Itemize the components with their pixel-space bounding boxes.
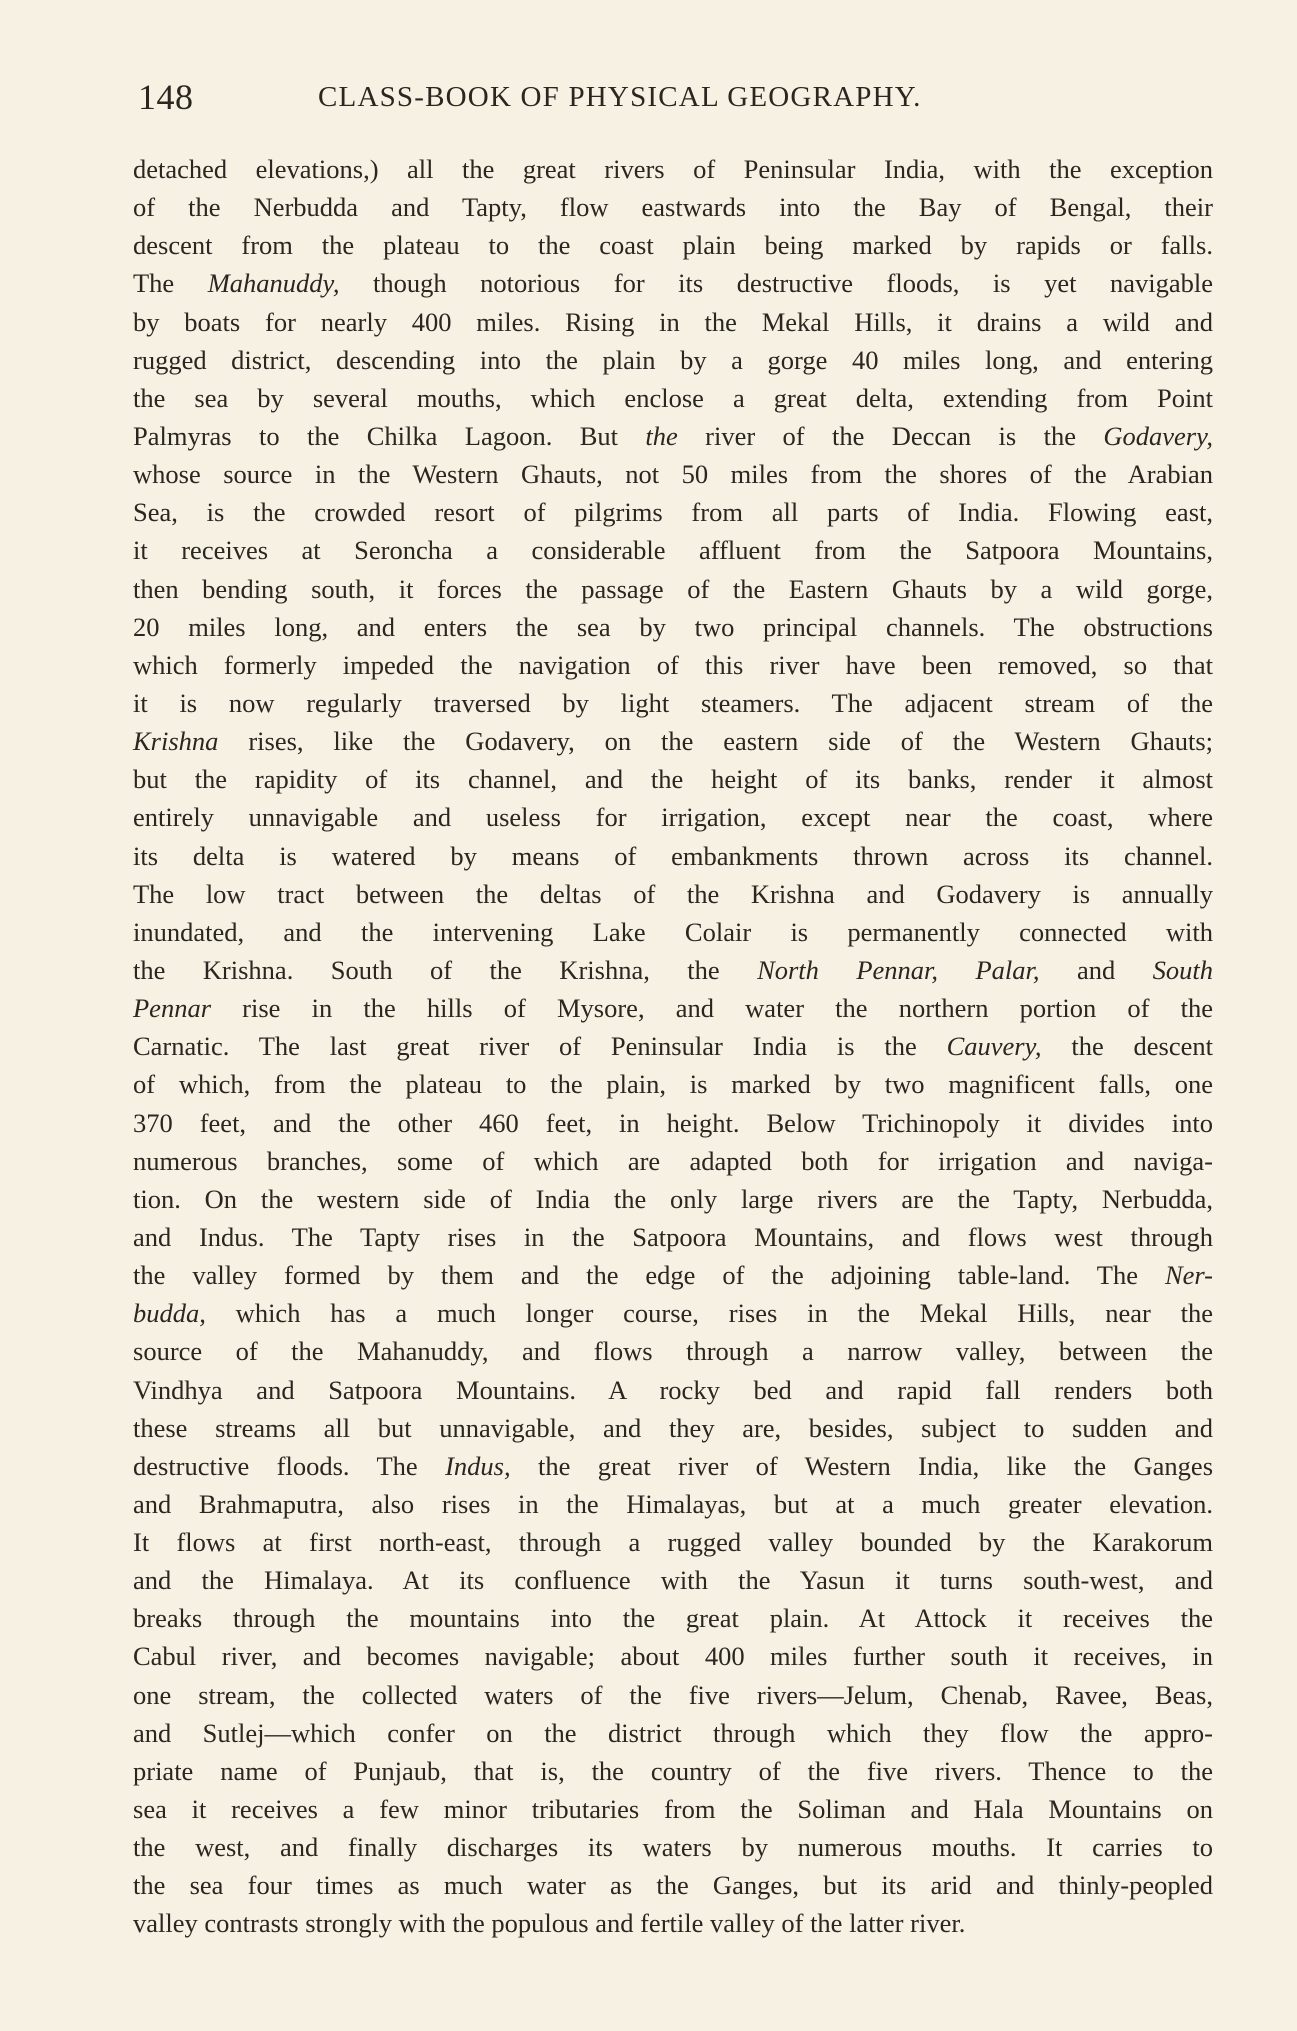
text-line [133, 1180, 1213, 1218]
italic-text: Ner- [1164, 1260, 1213, 1291]
text-line [133, 1599, 1213, 1637]
italic-text: Cauvery, [946, 1031, 1042, 1062]
text-run: of which, from the plateau to the plain, is marked by two magnificent falls, one [133, 1069, 1213, 1100]
text-run: the Krishna. South of the Krishna, the [133, 954, 758, 985]
text-run: whose source in the Western Ghauts, not 50 miles from the shores of the Arabian [133, 459, 1213, 490]
italic-text: South [1152, 954, 1213, 985]
text-run: entirely unnavigable and useless for irrigation, except near the coast, where [133, 802, 1213, 833]
text-run: of the Nerbudda and Tapty, flow eastwards into the Bay of Bengal, their [133, 192, 1213, 223]
text-line [133, 455, 1213, 493]
italic-text: the [645, 420, 678, 451]
text-line [133, 1332, 1213, 1370]
text-run: valley contrasts strongly with the populous and fertile valley of the latter river. [133, 1908, 966, 1939]
text-line [133, 1409, 1213, 1447]
text-line [133, 1065, 1213, 1103]
text-line [133, 1371, 1213, 1409]
text-run: Sea, is the crowded resort of pilgrims from all parts of India. Flowing east, [133, 497, 1213, 528]
text-run: the valley formed by them and the edge of the adjoining table-land. The [133, 1260, 1165, 1291]
text-line [133, 417, 1213, 455]
text-run: Carnatic. The last great river of Peninsular India is the [133, 1031, 947, 1062]
text-line [133, 722, 1213, 760]
text-run: and Sutlej—which confer on the district through which they flow the appro- [133, 1717, 1213, 1748]
text-line [133, 226, 1213, 264]
text-line [133, 1714, 1213, 1752]
text-run: rise in the hills of Mysore, and water the northern portion of the [211, 993, 1213, 1024]
page-number: 148 [138, 77, 194, 117]
text-run: which formerly impeded the navigation of this river have been removed, so that [133, 649, 1213, 680]
body-paragraph [133, 150, 1213, 1943]
text-line [133, 1256, 1213, 1294]
text-line [133, 1218, 1213, 1256]
text-run: Cabul river, and becomes navigable; about 400 miles further south it receives, in [133, 1641, 1213, 1672]
text-run: and Indus. The Tapty rises in the Satpoora Mountains, and flows west through [133, 1221, 1213, 1252]
text-line [133, 1790, 1213, 1828]
text-line [133, 1637, 1213, 1675]
text-run: the sea by several mouths, which enclose a great delta, extending from Point [133, 382, 1213, 413]
text-line [133, 760, 1213, 798]
text-run: and [1039, 954, 1153, 985]
text-run: the sea four times as much water as the Ganges, but its arid and thinly-peopled [133, 1870, 1213, 1901]
text-line [133, 188, 1213, 226]
text-run: descent from the plateau to the coast plain being marked by rapids or falls. [133, 230, 1213, 261]
text-line [133, 951, 1213, 989]
italic-text: Mahanuddy, [207, 268, 340, 299]
text-line [133, 989, 1213, 1027]
text-run: these streams all but unnavigable, and they are, besides, subject to sudden and [133, 1412, 1213, 1443]
text-line [133, 913, 1213, 951]
text-run: one stream, the collected waters of the five rivers—Jelum, Chenab, Ravee, Beas, [133, 1679, 1213, 1710]
text-line [133, 1752, 1213, 1790]
text-run: destructive floods. The [133, 1450, 446, 1481]
text-run: by boats for nearly 400 miles. Rising in the Mekal Hills, it drains a wild and [133, 306, 1213, 337]
text-run: priate name of Punjaub, that is, the country of the five rivers. Thence to the [133, 1755, 1213, 1786]
text-run: detached elevations,) all the great rivers of Peninsular India, with the exception [133, 154, 1213, 184]
text-line [133, 1104, 1213, 1142]
text-run: the great river of Western India, like the Ganges [510, 1450, 1214, 1481]
italic-text: budda, [133, 1298, 206, 1329]
text-run: 20 miles long, and enters the sea by two principal channels. The obstructions [133, 611, 1213, 642]
text-line [133, 1523, 1213, 1561]
text-run: The [133, 268, 208, 299]
text-run: tion. On the western side of India the only large rivers are the Tapty, Nerbudda, [133, 1183, 1213, 1214]
text-line [133, 303, 1213, 341]
text-run: it receives at Seroncha a considerable affluent from the Satpoora Mountains, [133, 535, 1213, 566]
text-run: numerous branches, some of which are adapted both for irrigation and naviga- [133, 1145, 1213, 1176]
text-run: river of the Deccan is the [677, 420, 1104, 451]
italic-text: Godavery, [1103, 420, 1213, 451]
text-run: It flows at first north-east, through a rugged valley bounded by the Karakorum [133, 1527, 1213, 1558]
text-line [133, 875, 1213, 913]
text-line [133, 1027, 1213, 1065]
text-line [133, 1904, 1213, 1942]
text-run: sea it receives a few minor tributaries from the Soliman and Hala Mountains on [133, 1794, 1213, 1825]
text-line [133, 493, 1213, 531]
text-line [133, 798, 1213, 836]
text-run: the descent [1041, 1031, 1213, 1062]
text-line [133, 1866, 1213, 1904]
text-run: breaks through the mountains into the great plain. At Attock it receives the [133, 1603, 1213, 1634]
text-run: its delta is watered by means of embankments thrown across its channel. [133, 840, 1213, 871]
text-line [133, 684, 1213, 722]
text-run: rises, like the Godavery, on the eastern side of the Western Ghauts; [218, 726, 1213, 757]
text-run: The low tract between the deltas of the Krishna and Godavery is annually [133, 878, 1213, 909]
text-line [133, 531, 1213, 569]
text-line [133, 646, 1213, 684]
text-line [133, 837, 1213, 875]
italic-text: Indus, [445, 1450, 511, 1481]
text-run: inundated, and the intervening Lake Colair is permanently connected with [133, 916, 1213, 947]
text-run: though notorious for its destructive floods, is yet navigable [339, 268, 1213, 299]
text-line [133, 1561, 1213, 1599]
text-run: then bending south, it forces the passage of the Eastern Ghauts by a wild gorge, [133, 573, 1213, 604]
text-run: which has a much longer course, rises in the Mekal Hills, near the [205, 1298, 1213, 1329]
text-line [133, 608, 1213, 646]
text-line [133, 570, 1213, 608]
italic-text: Pennar [133, 993, 212, 1024]
text-line [133, 379, 1213, 417]
text-run: source of the Mahanuddy, and flows through a narrow valley, between the [133, 1336, 1213, 1367]
text-run: rugged district, descending into the plain by a gorge 40 miles long, and entering [133, 344, 1213, 375]
text-line [133, 1294, 1213, 1332]
text-run: and the Himalaya. At its confluence with the Yasun it turns south-west, and [133, 1565, 1213, 1596]
italic-text: North Pennar, Palar, [757, 954, 1040, 985]
text-line [133, 1142, 1213, 1180]
italic-text: Krishna [133, 726, 219, 757]
text-run: Vindhya and Satpoora Mountains. A rocky bed and rapid fall renders both [133, 1374, 1213, 1405]
text-run: and Brahmaputra, also rises in the Himalayas, but at a much greater elevation. [133, 1488, 1213, 1519]
text-run: it is now regularly traversed by light steamers. The adjacent stream of the [133, 687, 1213, 718]
text-line [133, 1828, 1213, 1866]
running-title: CLASS-BOOK OF PHYSICAL GEOGRAPHY. [318, 81, 922, 113]
text-line [133, 264, 1213, 302]
text-line [133, 341, 1213, 379]
text-line [133, 1676, 1213, 1714]
text-run: 370 feet, and the other 460 feet, in height. Below Trichinopoly it divides into [133, 1107, 1213, 1138]
text-line [133, 1447, 1213, 1485]
text-line [133, 150, 1213, 188]
text-line [133, 1485, 1213, 1523]
text-run: Palmyras to the Chilka Lagoon. But [133, 420, 646, 451]
text-run: but the rapidity of its channel, and the height of its banks, render it almost [133, 764, 1213, 795]
text-run: the west, and finally discharges its waters by numerous mouths. It carries to [133, 1832, 1213, 1863]
page-header [138, 72, 1216, 122]
